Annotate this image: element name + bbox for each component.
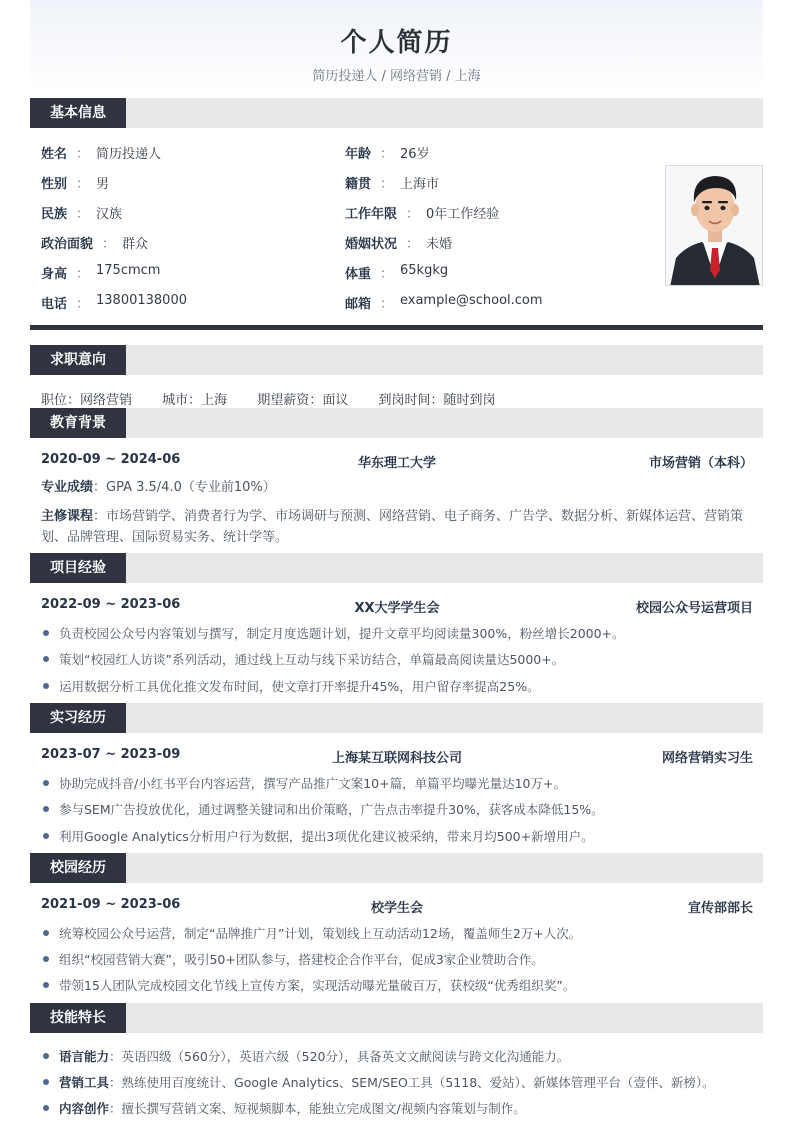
marital-label: 婚姻状况 (345, 237, 398, 252)
project-date: 2022-09 ~ 2023-06 (41, 597, 181, 612)
political-label: 政治面貌 (41, 237, 94, 252)
gender-label: 性别 (41, 177, 68, 192)
list-item (41, 950, 761, 968)
section-title-internship: 实习经历 (30, 703, 126, 733)
section-divider (30, 325, 763, 330)
list-item (41, 624, 761, 642)
colon: ： (380, 267, 394, 282)
list-item (41, 827, 761, 845)
native-value: 上海市 (400, 177, 440, 192)
section-project (30, 553, 763, 583)
list-item (41, 976, 761, 994)
bullet-text: 参与SEM广告投放优化，通过调整关键词和出价策略，广告点击率提升30%，获客成本降低15%。 (59, 802, 604, 817)
colon: ： (380, 177, 394, 192)
bullet-text: 协助完成抖音/小红书平台内容运营，撰写产品推广文案10+篇，单篇平均曝光量达10万+。 (59, 776, 566, 791)
job-intent-row (41, 389, 521, 408)
colon: ： (76, 267, 90, 282)
colon: ： (380, 297, 394, 312)
courses-label: 主修课程 (41, 509, 94, 524)
age-value: 26岁 (400, 147, 430, 162)
section-title-skills: 技能特长 (30, 1003, 126, 1033)
years-value: 0年工作经验 (426, 207, 500, 222)
avatar-illustration (666, 166, 763, 286)
gpa-value: ：GPA 3.5/4.0（专业前10%） (93, 480, 276, 495)
bullet-dot (43, 806, 49, 812)
bullet-text: 负责校园公众号内容策划与撰写，制定月度选题计划，提升文章平均阅读量300%，粉丝增长2000+。 (59, 626, 625, 641)
marital-value: 未婚 (426, 237, 453, 252)
bullet-text: 统筹校园公众号运营，制定“品牌推广月”计划，策划线上互动活动12场，覆盖师生2万+人次。 (59, 926, 582, 941)
courses-line-2: 划、品牌管理、国际贸易实务、统计学等。 (41, 530, 289, 545)
section-title-education: 教育背景 (30, 408, 126, 438)
resume-header (30, 0, 763, 92)
list-item (41, 1073, 761, 1091)
page-subtitle: 简历投递人 / 网络营销 / 上海 (312, 69, 481, 84)
education-school: 华东理工大学 (357, 456, 436, 471)
bullet-dot (43, 630, 49, 636)
education-major: 市场营销（本科） (648, 456, 753, 471)
section-basic (30, 98, 763, 128)
native-label: 籍贯 (345, 177, 372, 192)
avatar (665, 165, 763, 286)
list-item (41, 800, 761, 818)
ethnic-label: 民族 (41, 207, 68, 222)
list-item (41, 1047, 761, 1065)
section-title-campus: 校园经历 (30, 853, 126, 883)
bullet-dot (43, 956, 49, 962)
skill-label: 营销工具 (59, 1075, 110, 1090)
email-label: 邮箱 (345, 297, 372, 312)
page-title: 个人简历 (340, 28, 453, 58)
political-value: 群众 (122, 237, 149, 252)
list-item (41, 924, 761, 942)
internship-org: 上海某互联网科技公司 (331, 751, 462, 766)
skill-text: ：熟练使用百度统计、Google Analytics、SEM/SEO工具（5118、爱站）、新媒体管理平台（壹伴、新榜）。 (109, 1075, 715, 1090)
campus-date: 2021-09 ~ 2023-06 (41, 897, 181, 912)
bullet-dot (43, 982, 49, 988)
bullet-dot (43, 780, 49, 786)
weight-label: 体重 (345, 267, 372, 282)
bullet-text: 利用Google Analytics分析用户行为数据，提出3项优化建议被采纳，带来月均500+新增用户。 (59, 829, 594, 844)
skill-text: ：擅长撰写营销文案、短视频脚本，能独立完成图文/视频内容策划与制作。 (109, 1101, 526, 1116)
bullet-text: 运用数据分析工具优化推文发布时间，使文章打开率提升45%，用户留存率提高25%。 (59, 679, 540, 694)
colon: ： (406, 237, 420, 252)
bullet-dot (43, 656, 49, 662)
project-org: XX大学学生会 (354, 601, 440, 616)
colon: ： (406, 207, 420, 222)
skill-label: 内容创作 (59, 1101, 110, 1116)
bullet-dot (43, 930, 49, 936)
bullet-text: 带领15人团队完成校园文化节线上宣传方案，实现活动曝光量破百万，获校级“优秀组织奖”。 (59, 978, 576, 993)
years-label: 工作年限 (345, 207, 398, 222)
colon: ： (76, 207, 90, 222)
section-campus (30, 853, 763, 883)
gpa-label: 专业成绩 (41, 480, 94, 495)
campus-role: 宣传部部长 (687, 901, 753, 916)
project-role: 校园公众号运营项目 (635, 601, 753, 616)
skill-text: ：英语四级（560分），英语六级（520分），具备英文文献阅读与跨文化沟通能力。 (109, 1049, 570, 1064)
internship-date: 2023-07 ~ 2023-09 (41, 747, 181, 762)
education-date: 2020-09 ~ 2024-06 (41, 452, 181, 467)
section-title-basic: 基本信息 (30, 98, 126, 128)
intent-position: 职位：网络营销 (41, 393, 133, 408)
skill-label: 语言能力 (59, 1049, 110, 1064)
colon: ： (380, 147, 394, 162)
intent-city: 城市：上海 (162, 393, 228, 408)
intent-salary: 期望薪资：面议 (257, 393, 349, 408)
colon: ： (76, 147, 90, 162)
age-label: 年龄 (345, 147, 372, 162)
name-label: 姓名 (41, 147, 68, 162)
section-internship (30, 703, 763, 733)
education-courses (41, 506, 761, 548)
bullet-text: 组织“校园营销大赛”，吸引50+团队参与，搭建校企合作平台，促成3家企业赞助合作。 (59, 952, 544, 967)
phone-value: 13800138000 (96, 293, 187, 308)
courses-line-1: ：市场营销学、消费者行为学、市场调研与预测、网络营销、电子商务、广告学、数据分析、新媒体运营、营销策 (93, 509, 744, 524)
bullet-text: 策划“校园红人访谈”系列活动，通过线上互动与线下采访结合，单篇最高阅读量达5000+。 (59, 652, 565, 667)
section-intent (30, 345, 763, 375)
section-education (30, 408, 763, 438)
colon: ： (76, 177, 90, 192)
bullet-dot (43, 1053, 49, 1059)
internship-role: 网络营销实习生 (661, 751, 753, 766)
education-gpa (41, 477, 761, 498)
section-title-project: 项目经验 (30, 553, 126, 583)
colon: ： (102, 237, 116, 252)
section-title-intent: 求职意向 (30, 345, 126, 375)
height-value: 175cmcm (96, 263, 161, 278)
phone-label: 电话 (41, 297, 68, 312)
email-value: example@school.com (400, 293, 543, 308)
bullet-dot (43, 683, 49, 689)
bullet-dot (43, 1079, 49, 1085)
list-item (41, 774, 761, 792)
list-item (41, 650, 761, 668)
bullet-dot (43, 833, 49, 839)
campus-org: 校学生会 (370, 901, 423, 916)
bullet-dot (43, 1105, 49, 1111)
list-item (41, 677, 761, 695)
gender-value: 男 (96, 177, 110, 192)
name-value: 简历投递人 (96, 147, 162, 162)
intent-arrival: 到岗时间：随时到岗 (378, 393, 496, 408)
ethnic-value: 汉族 (96, 207, 123, 222)
weight-value: 65kgkg (400, 263, 449, 278)
height-label: 身高 (41, 267, 68, 282)
list-item (41, 1099, 761, 1117)
section-skills (30, 1003, 763, 1033)
colon: ： (76, 297, 90, 312)
